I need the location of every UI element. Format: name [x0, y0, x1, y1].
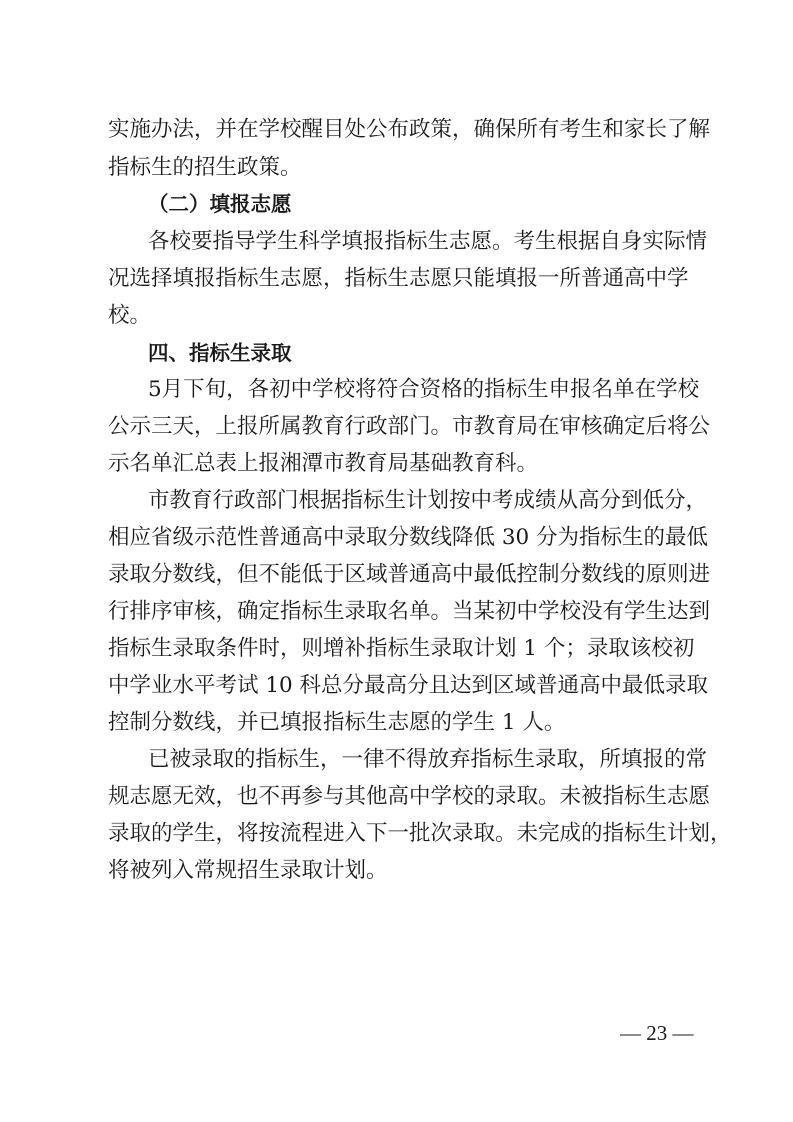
- paragraph-line: 录取分数线，但不能低于区域普通高中最低控制分数线的原则进: [108, 562, 711, 587]
- paragraph-line: 示名单汇总表上报湘潭市教育局基础教育科。: [108, 451, 539, 476]
- paragraph-line: 指标生的招生政策。: [108, 155, 302, 180]
- paragraph-line: 行排序审核，确定指标生录取名单。当某初中学校没有学生达到: [108, 599, 711, 624]
- paragraph-line: 相应省级示范性普通高中录取分数线降低 30 分为指标生的最低: [108, 525, 709, 550]
- paragraph-line: 实施办法，并在学校醒目处公布政策，确保所有考生和家长了解: [108, 117, 711, 142]
- paragraph-line: 各校要指导学生科学填报指标生志愿。考生根据自身实际情: [148, 229, 708, 254]
- paragraph-line: 指标生录取条件时，则增补指标生录取计划 1 个；录取该校初: [108, 636, 695, 661]
- paragraph-line: 市教育行政部门根据指标生计划按中考成绩从高分到低分，: [148, 488, 708, 513]
- page-number: — 23 —: [620, 1021, 694, 1045]
- section-heading-fill-application: （二）填报志愿: [148, 192, 292, 216]
- paragraph-line: 规志愿无效，也不再参与其他高中学校的录取。未被指标生志愿: [108, 784, 711, 809]
- paragraph-line: 中学业水平考试 10 科总分最高分且达到区域普通高中最低录取: [108, 673, 709, 698]
- section-heading-admission: 四、指标生录取: [148, 341, 292, 365]
- paragraph-line: 已被录取的指标生，一律不得放弃指标生录取，所填报的常: [148, 747, 708, 772]
- paragraph-line: 5月下旬，各初中学校将符合资格的指标生申报名单在学校: [148, 377, 700, 402]
- paragraph-line: 将被列入常规招生录取计划。: [108, 858, 388, 883]
- paragraph-line: 况选择填报指标生志愿，指标生志愿只能填报一所普通高中学: [108, 266, 689, 291]
- paragraph-line: 控制分数线，并已填报指标生志愿的学生 1 人。: [108, 710, 566, 735]
- paragraph-line: 录取的学生，将按流程进入下一批次录取。未完成的指标生计划，: [108, 821, 732, 846]
- paragraph-line: 校。: [108, 303, 152, 328]
- paragraph-line: 公示三天，上报所属教育行政部门。市教育局在审核确定后将公: [108, 414, 711, 439]
